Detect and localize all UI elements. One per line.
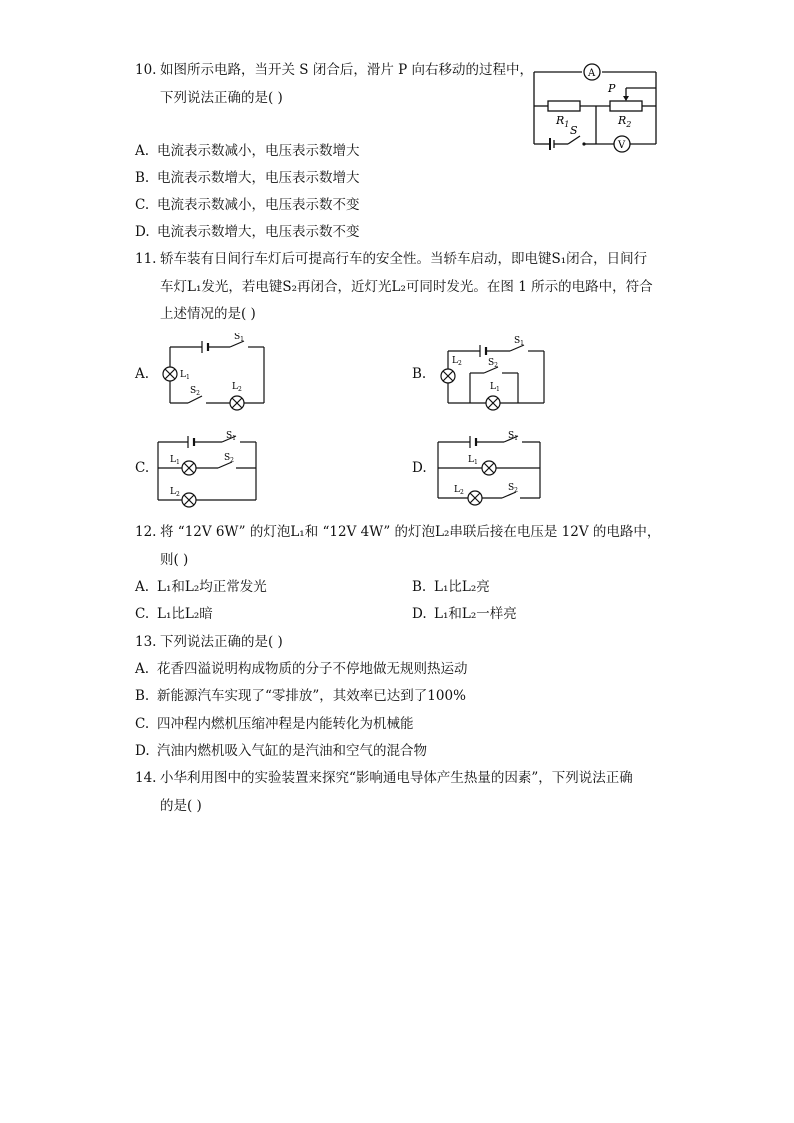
q11-number: 11. [135,251,157,267]
q11-circuit-d [434,428,546,512]
r1-sub: 1 [564,120,570,129]
svg-text:R1 [555,114,569,129]
q10-option-a: A. 电流表示数减小，电压表示数增大 [135,143,360,159]
q14-stem-line1: 小华利用图中的实验装置来探究“影响通电导体产生热量的因素”，下列说法正确 [160,770,633,786]
q13-number: 13. [135,634,157,650]
q13-option-d: D. 汽油内燃机吸入气缸的是汽油和空气的混合物 [135,743,427,759]
svg-text:S1: $S_1$ [234,333,244,343]
q10-stem-line2: 下列说法正确的是( ) [160,90,283,106]
svg-text:S2: $S_2$ [224,453,234,464]
q10-number: 10. [135,62,157,78]
q11-stem-line3: 上述情况的是( ) [160,306,256,322]
q12-stem-line1: 将 “12V 6W” 的灯泡L₁和 “12V 4W” 的灯泡L₂串联后接在电压是 12V 的电路中， [160,524,661,540]
svg-text:S1: $S_1$ [226,431,236,442]
svg-text:L2: $L_2$ [232,382,242,393]
svg-text:L1: $L_1$ [170,455,180,466]
q11-option-b-letter: B. [412,366,427,382]
q13-option-a: A. 花香四溢说明构成物质的分子不停地做无规则热运动 [135,661,468,677]
r2-sub: 2 [626,120,632,129]
q12-option-d: D. L₁和L₂一样亮 [412,606,517,622]
svg-text:L1: $L_1$ [180,370,190,381]
r2-label: R [618,114,627,127]
q11-stem-line1: 轿车装有日间行车灯后可提高行车的安全性。当轿车启动，即电键S₁闭合，日间行 [160,251,648,267]
q13-option-b: B. 新能源汽车实现了“零排放”，其效率已达到了100% [135,688,466,704]
q12-option-c: C. L₁比L₂暗 [135,606,213,622]
r1-label: R [556,114,565,127]
q12-stem-line2: 则( ) [160,552,189,568]
q11-option-a-letter: A. [135,366,150,382]
svg-text:R2 [617,114,631,129]
svg-text:S2: $S_2$ [488,358,498,369]
svg-text:S1: $S_1$ [514,336,524,347]
svg-text:L1: $L_1$ [490,382,500,393]
svg-text:L1: $L_1$ [468,455,478,466]
q11-circuit-b [436,333,550,411]
q12-number: 12. [135,524,157,540]
q11-option-c-letter: C. [135,460,150,476]
q13-stem: 下列说法正确的是( ) [160,634,283,650]
svg-text:S2: $S_2$ [190,386,200,397]
q14-number: 14. [135,770,157,786]
q11-circuit-a [158,333,270,411]
slider-label: P [608,82,616,95]
svg-text:L2: $L_2$ [170,487,180,498]
ammeter-label: A [588,68,596,79]
q12-option-a: A. L₁和L₂均正常发光 [135,579,267,595]
switch-label: S [570,124,578,137]
svg-text:L2: $L_2$ [452,356,462,367]
q10-stem-line1: 如图所示电路，当开关 S 闭合后，滑片 P 向右移动的过程中， [160,62,533,78]
q12-option-b: B. L₁比L₂亮 [412,579,490,595]
voltmeter-label: V [618,140,626,151]
q10-option-d: D. 电流表示数增大，电压表示数不变 [135,224,360,240]
q11-circuit-c [154,428,262,512]
q10-option-b: B. 电流表示数增大，电压表示数增大 [135,170,360,186]
svg-text:S1: $S_1$ [508,431,518,442]
svg-text:L2: $L_2$ [454,485,464,496]
q10-option-c: C. 电流表示数减小，电压表示数不变 [135,197,360,213]
q14-stem-line2: 的是( ) [160,798,202,814]
svg-text:S2: $S_2$ [508,483,518,494]
q11-stem-line2: 车灯L₁发光，若电键S₂再闭合，近灯光L₂可同时发光。在图 1 所示的电路中，符合 [160,279,653,295]
q13-option-c: C. 四冲程内燃机压缩冲程是内能转化为机械能 [135,716,414,732]
q10-circuit-figure [528,60,662,166]
q11-option-d-letter: D. [412,460,427,476]
